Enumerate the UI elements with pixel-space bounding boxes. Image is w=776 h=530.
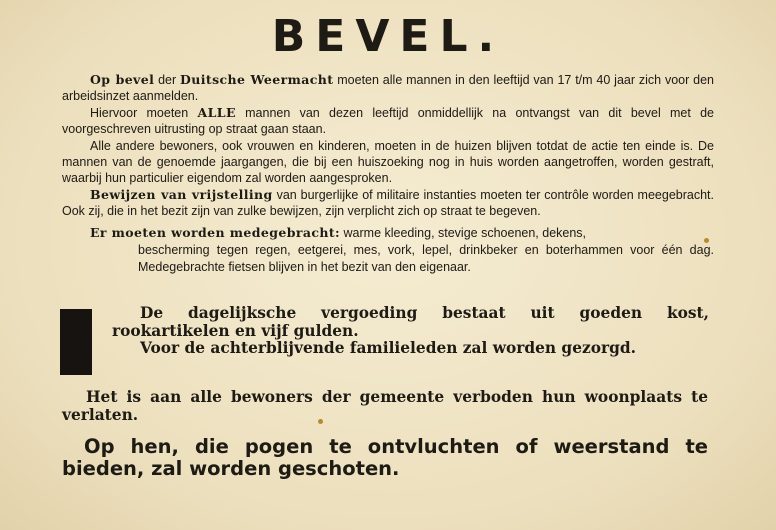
paragraph-family: Voor de achterblijvende familieleden zal worden gezorgd. [140,339,636,357]
paragraph-required-items [90,224,714,276]
poster-body [62,72,714,276]
bold-phrase: ALLE [197,104,236,120]
bold-phrase: Bewijzen van vrijstelling [90,186,273,202]
stain-dot [318,419,323,424]
paragraph-shot: Op hen, die pogen te ontvluchten of weerstand te bieden, zal worden geschoten. [62,435,708,480]
text-span: bescherming tegen regen, eetgerei, mes, vork, lepel, drinkbeker en boterhammen voor één dag. Medegebrachte fietsen blijven in het bezit van den eigenaar. [138,242,714,274]
text-span: der [154,73,181,87]
paragraph-other-residents: Alle andere bewoners, ook vrouwen en kinderen, moeten in de huizen blijven totdat de actie ten einde is. De mannen van de genoemde jaargangen, die bij een huiszoeking nog in huis worden aangetroffen, worden gestraft, waarbij hun particulier eigendom zal worden aangesproken. [62,138,714,186]
paragraph-all-men [62,105,714,138]
paragraph-compensation: De dagelijksche vergoeding bestaat uit goeden kost, rookartikelen en vijf gulden. [112,304,709,340]
bold-phrase: Op bevel [90,72,155,87]
text-span: mannen van dezen leeftijd onmiddellijk na ontvangst van dit bevel met de voorgeschreven uitrusting op straat gaan staan. [62,105,714,137]
poster-title: BEVEL. [271,11,505,62]
black-marker-bar [60,309,92,375]
bold-phrase: Er moeten worden medegebracht: [90,224,341,240]
text-span: warme kleeding, stevige schoenen, dekens, [340,225,587,240]
text-span: Hiervoor moeten [90,105,198,120]
stain-dot [704,238,709,243]
bold-phrase: Duitsche Weermacht [180,72,334,87]
paragraph-prohibited: Het is aan alle bewoners der gemeente verboden hun woonplaats te verlaten. [62,388,708,424]
paragraph-order [62,72,714,105]
paragraph-exemption [62,187,714,220]
compensation-block [112,305,709,358]
text-span: van burgerlijke of militaire instanties moeten ter contrôle worden meegebracht. Ook zij, die in het bezit zijn van zulke bewijzen, zijn verplicht zich op straat te begeven. [62,187,714,219]
text-span: moeten alle mannen in den leeftijd van 17 t/m 40 jaar zich voor den arbeidsinzet aanmelden. [62,73,714,104]
